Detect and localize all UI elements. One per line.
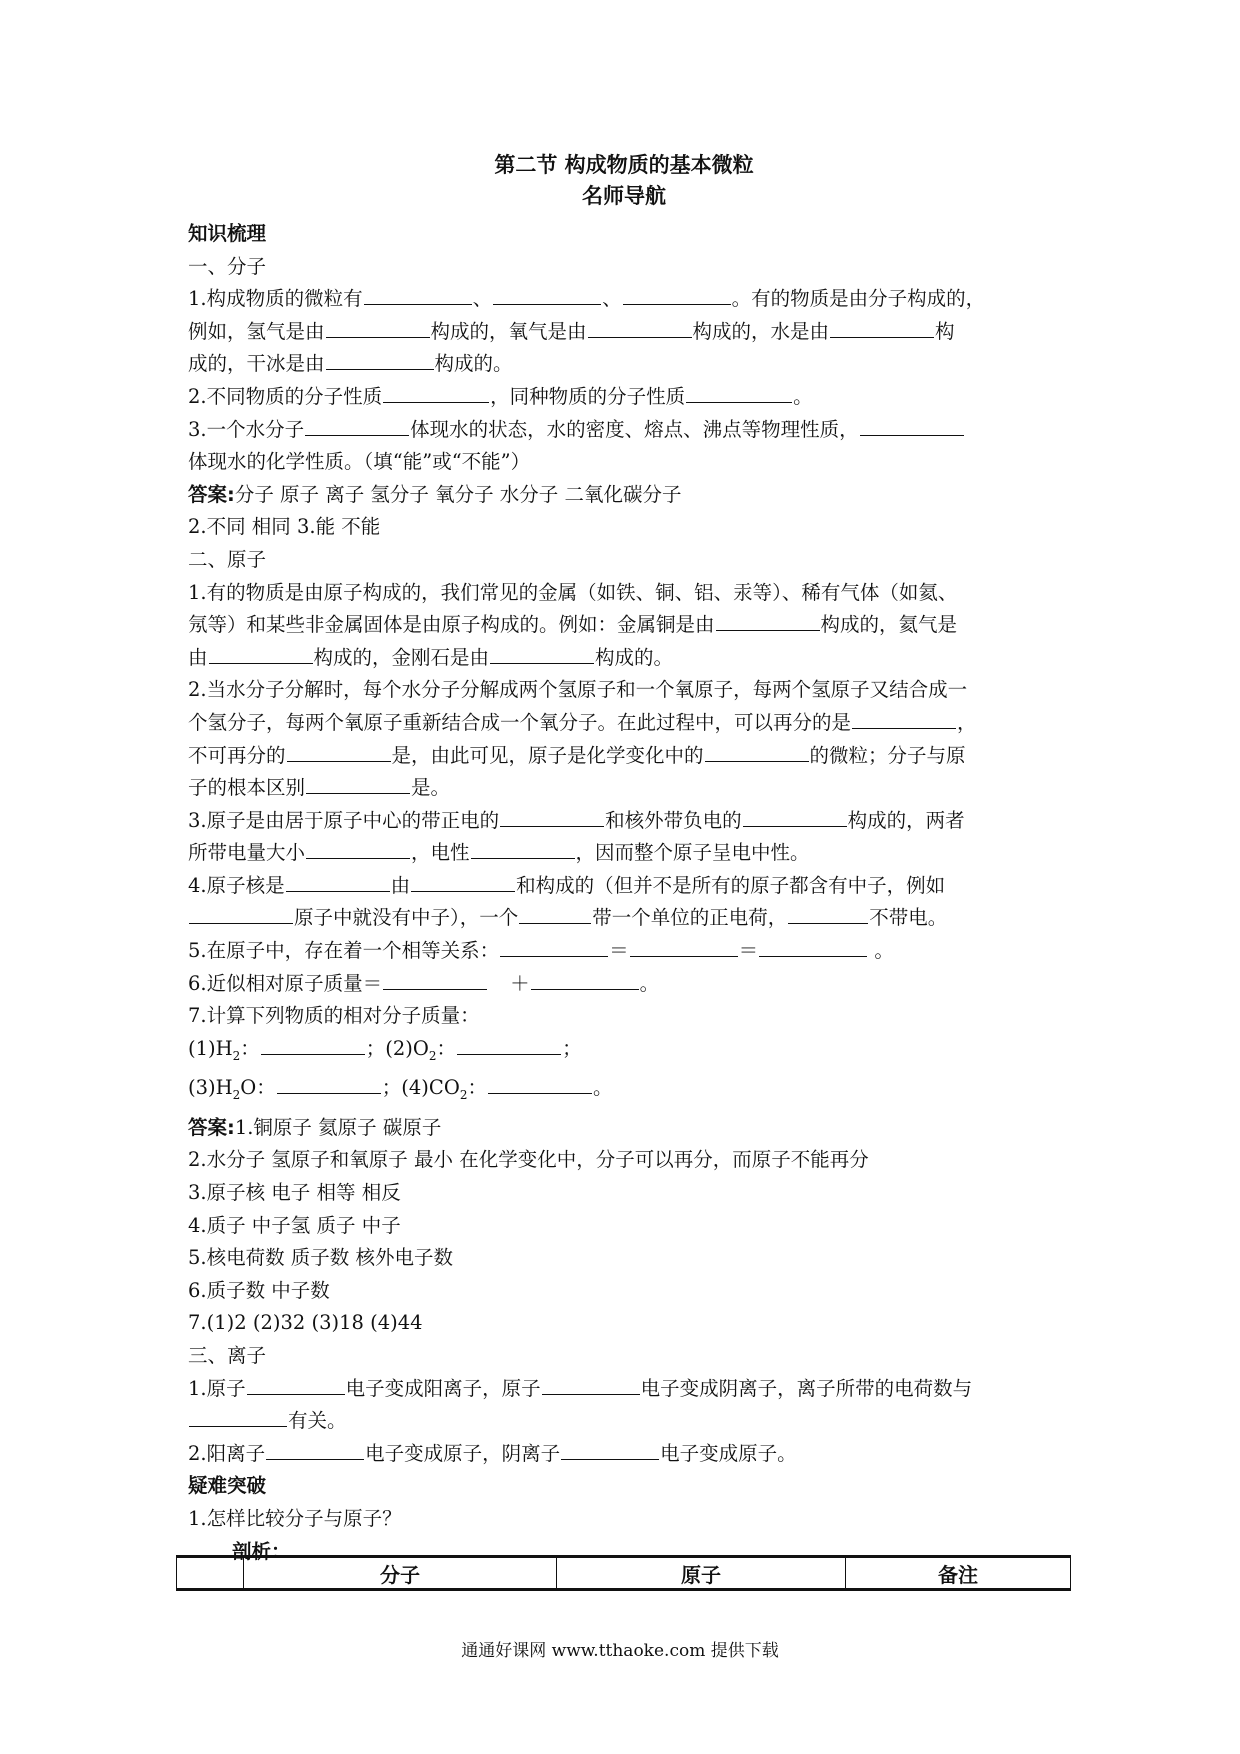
atom-q4-line2: 原子中就没有中子），一个 带一个单位的正电荷， 不带电。 (188, 902, 1060, 935)
blank[interactable] (383, 969, 487, 990)
blank[interactable] (364, 284, 472, 305)
atom-q2-line2: 个氢分子，每两个氧原子重新结合成一个氧分子。在此过程中，可以再分的是 ， (188, 707, 1060, 740)
blank[interactable] (266, 1439, 364, 1460)
molecule-answer-1: 答案:分子 原子 离子 氢分子 氧分子 水分子 二氧化碳分子 (188, 482, 682, 506)
blank[interactable] (830, 317, 934, 338)
blank[interactable] (326, 349, 434, 370)
atom-q1-line1: 1.有的物质是由原子构成的，我们常见的金属（如铁、铜、铝、汞等）、稀有气体（如氦、 (188, 580, 958, 604)
comparison-table (176, 1555, 1071, 1591)
blank[interactable] (383, 382, 489, 403)
atom-q5: 5.在原子中，存在着一个相等关系： ＝ ＝ 。 (188, 935, 1060, 968)
atom-q6: 6.近似相对原子质量＝ ＋ 。 (188, 968, 1060, 1001)
blank[interactable] (306, 773, 410, 794)
blank[interactable] (490, 643, 594, 664)
blank[interactable] (716, 610, 820, 631)
blank[interactable] (588, 317, 692, 338)
atom-q7-line1: $(1)H_2$： ；$(2)O_2$： ； (188, 1033, 1060, 1072)
blank[interactable] (189, 1406, 287, 1427)
blank[interactable] (286, 871, 390, 892)
blank[interactable] (287, 741, 391, 762)
blank[interactable] (493, 284, 601, 305)
molecule-heading: 一、分子 (188, 254, 267, 278)
blank[interactable] (488, 1073, 592, 1094)
blank[interactable] (189, 903, 293, 924)
ion-q1-line2: 有关。 (188, 1405, 1060, 1438)
page-footer: 通通好课网 www.tthaoke.com 提供下载 (461, 1641, 779, 1661)
blank[interactable] (705, 741, 809, 762)
blank[interactable] (519, 903, 591, 924)
blank[interactable] (277, 1073, 381, 1094)
analysis-label: 剖析： (232, 1539, 291, 1563)
section-heading-knowledge: 知识梳理 (188, 222, 267, 245)
blank[interactable] (500, 806, 604, 827)
blank[interactable] (209, 643, 313, 664)
blank[interactable] (630, 936, 738, 957)
atom-q2-line3: 不可再分的 是，由此可见，原子是化学变化中的 的微粒；分子与原 (188, 740, 1060, 773)
blank[interactable] (623, 284, 731, 305)
blank[interactable] (860, 415, 964, 436)
ion-heading: 三、离子 (188, 1343, 267, 1367)
blank[interactable] (471, 838, 575, 859)
atom-q1-line3: 由 构成的，金刚石是由 构成的。 (188, 642, 1060, 675)
blank[interactable] (247, 1374, 345, 1395)
atom-q1-line2: 氖等）和某些非金属固体是由原子构成的。例如：金属铜是由 构成的，氦气是 (188, 609, 1060, 642)
page-subtitle: 名师导航 (582, 184, 666, 208)
ion-q2: 2.阳离子 电子变成原子，阴离子 电子变成原子。 (188, 1438, 1060, 1471)
atom-answer-7: 7.(1)2 (2)32 (3)18 (4)44 (188, 1311, 423, 1335)
blank[interactable] (686, 382, 792, 403)
molecule-q1-line1: 1.构成物质的微粒有 、 、 。有的物质是由分子构成的， (188, 283, 1060, 316)
atom-heading: 二、原子 (188, 547, 267, 571)
molecule-q3-line2: 体现水的化学性质。（填“能”或“不能”） (188, 450, 531, 474)
atom-answer-3: 3.原子核 电子 相等 相反 (188, 1181, 401, 1204)
atom-q2-line1: 2.当水分子分解时，每个水分子分解成两个氢原子和一个氧原子，每两个氢原子又结合成一 (188, 678, 968, 702)
difficulty-q1: 1.怎样比较分子与原子？ (188, 1506, 402, 1530)
blank[interactable] (852, 708, 956, 729)
molecule-q2: 2.不同物质的分子性质 ，同种物质的分子性质 。 (188, 381, 1060, 414)
molecule-q3-line1: 3.一个水分子 体现水的状态，水的密度、熔点、沸点等物理性质， (188, 414, 1060, 447)
blank[interactable] (306, 838, 410, 859)
table-header-cell (177, 1557, 244, 1590)
blank[interactable] (743, 806, 847, 827)
table-header-cell: 备注 (846, 1557, 1071, 1590)
atom-q7: 7.计算下列物质的相对分子质量： (188, 1004, 480, 1028)
blank[interactable] (759, 936, 867, 957)
section-heading-difficulty: 疑难突破 (188, 1474, 267, 1498)
atom-q3-line1: 3.原子是由居于原子中心的带正电的 和核外带负电的 构成的，两者 (188, 805, 1060, 838)
atom-q2-line4: 子的根本区别 是。 (188, 772, 1060, 805)
page-title: 第二节 构成物质的基本微粒 (494, 153, 754, 177)
blank[interactable] (261, 1034, 365, 1055)
atom-q7-line2: $(3)H_2O$： ；$(4)CO_2$： 。 (188, 1072, 1060, 1111)
molecule-q1-line3: 成的，干冰是由 构成的。 (188, 348, 1060, 381)
blank[interactable] (500, 936, 608, 957)
table-header-cell: 原子 (557, 1557, 846, 1590)
atom-answer-5: 5.核电荷数 质子数 核外电子数 (188, 1246, 454, 1270)
blank[interactable] (305, 415, 409, 436)
table-header-row (177, 1557, 1071, 1590)
atom-answer-2: 2.水分子 氢原子和氧原子 最小 在化学变化中，分子可以再分，而原子不能再分 (188, 1148, 869, 1172)
atom-answer-6: 6.质子数 中子数 (188, 1278, 330, 1302)
content (188, 150, 1060, 1568)
table-header-cell: 分子 (244, 1557, 557, 1590)
blank[interactable] (411, 871, 515, 892)
atom-q3-line2: 所带电量大小 ，电性 ，因而整个原子呈电中性。 (188, 837, 1060, 870)
blank[interactable] (457, 1034, 561, 1055)
atom-answer-4: 4.质子 中子氢 质子 中子 (188, 1213, 401, 1237)
atom-q4-line1: 4.原子核是 由 和构成的（但并不是所有的原子都含有中子，例如 (188, 870, 1060, 903)
ion-q1-line1: 1.原子 电子变成阳离子，原子 电子变成阴离子，离子所带的电荷数与 (188, 1373, 1060, 1406)
molecule-answer-2: 2.不同 相同 3.能 不能 (188, 515, 381, 539)
atom-answer-1: 答案:1.铜原子 氦原子 碳原子 (188, 1115, 442, 1139)
blank[interactable] (531, 969, 639, 990)
molecule-q1-line2: 例如，氢气是由 构成的，氧气是由 构成的，水是由 构 (188, 316, 1060, 349)
blank[interactable] (542, 1374, 640, 1395)
blank[interactable] (326, 317, 430, 338)
blank[interactable] (788, 903, 868, 924)
blank[interactable] (561, 1439, 659, 1460)
